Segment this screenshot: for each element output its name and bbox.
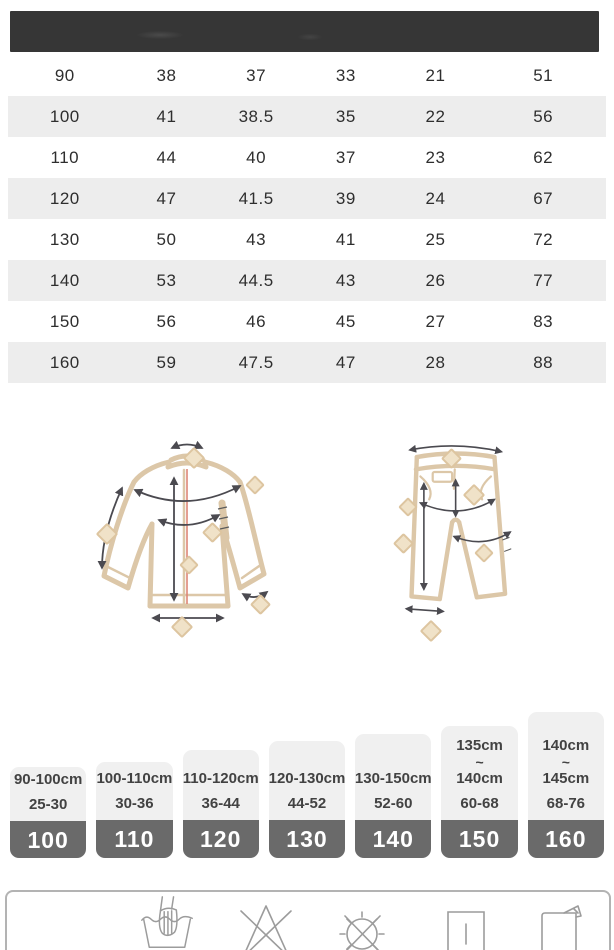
table-cell: 41 [156, 106, 177, 126]
size-card-label: 120 [183, 820, 259, 858]
table-row [8, 260, 606, 301]
table-cell: 140 [49, 270, 80, 290]
table-cell: 47.5 [238, 352, 274, 372]
size-card-text: 100-110cm [96, 770, 173, 787]
table-header-bar [10, 11, 599, 52]
size-card-info [96, 762, 172, 820]
table-row [8, 137, 606, 178]
size-card-text: 44-52 [287, 795, 327, 812]
table-cell: 47 [156, 188, 177, 208]
size-card-text: ~ [475, 754, 484, 770]
table-cell: 51 [533, 65, 554, 85]
table-cell: 24 [425, 188, 446, 208]
do-not-sun-dry-icon [335, 905, 389, 950]
size-card-text: 120-130cm [268, 770, 346, 787]
size-card-label: 130 [269, 820, 345, 858]
table-cell: 110 [50, 147, 80, 167]
table-cell: 45 [335, 311, 356, 331]
table-cell: 35 [335, 106, 356, 126]
size-card-text: 30-36 [115, 795, 154, 812]
table-cell: 37 [335, 147, 356, 167]
table-row [8, 96, 606, 137]
do-not-bleach-icon [238, 901, 294, 950]
size-card-text: 90-100cm [13, 771, 83, 788]
table-row [8, 219, 606, 260]
size-card [183, 750, 259, 858]
size-card [528, 712, 604, 858]
table-row [8, 301, 606, 342]
size-card-text: 36-44 [201, 795, 240, 812]
drip-dry-icon [446, 910, 486, 950]
size-card-text: 130-150cm [355, 770, 432, 787]
table-cell: 25 [425, 229, 446, 249]
table-cell: 41.5 [238, 188, 274, 208]
table-cell: 46 [246, 311, 267, 331]
care-instructions-box [5, 890, 611, 950]
table-cell: 44 [156, 147, 177, 167]
size-card-label: 150 [441, 820, 517, 858]
size-card-text: 25-30 [28, 796, 68, 813]
table-cell: 39 [335, 188, 356, 208]
size-card-info [528, 712, 604, 820]
size-card [96, 762, 172, 858]
table-cell: 44.5 [238, 270, 274, 290]
table-cell: 41 [335, 229, 356, 249]
size-table [8, 55, 606, 383]
table-cell: 130 [49, 229, 80, 249]
table-cell: 27 [425, 311, 446, 331]
table-cell: 23 [425, 147, 446, 167]
table-cell: 47 [335, 352, 356, 372]
table-cell: 59 [156, 352, 177, 372]
table-cell: 56 [156, 311, 177, 331]
size-card [441, 726, 517, 858]
size-card-text: 52-60 [374, 795, 413, 812]
size-card-label: 110 [96, 820, 172, 858]
table-cell: 77 [533, 270, 554, 290]
size-card-text: 135cm [456, 737, 503, 754]
table-cell: 62 [533, 147, 554, 167]
table-cell: 150 [49, 311, 80, 331]
table-row [8, 342, 606, 383]
size-card-info [183, 750, 259, 820]
table-cell: 21 [425, 65, 446, 85]
table-cell: 28 [425, 352, 446, 372]
size-card [355, 734, 431, 858]
table-cell: 67 [533, 188, 554, 208]
table-cell: 38.5 [238, 106, 274, 126]
size-card-info [269, 741, 345, 820]
size-card-text: 145cm [542, 770, 590, 787]
size-card-text: 140cm [456, 770, 503, 787]
table-cell: 53 [156, 270, 177, 290]
table-cell: 38 [156, 65, 177, 85]
table-cell: 43 [246, 229, 267, 249]
table-cell: 26 [425, 270, 446, 290]
table-cell: 37 [246, 65, 267, 85]
table-cell: 40 [246, 147, 267, 167]
size-card [10, 767, 86, 858]
table-row [8, 178, 606, 219]
size-card-info [10, 767, 86, 821]
table-row [8, 55, 606, 96]
table-cell: 50 [156, 229, 177, 249]
table-cell: 88 [533, 352, 554, 372]
table-cell: 56 [533, 106, 554, 126]
size-card-label: 100 [10, 821, 86, 858]
table-cell: 120 [49, 188, 80, 208]
size-card-info [441, 726, 517, 820]
size-card [269, 741, 345, 858]
table-cell: 160 [49, 352, 80, 372]
size-card-text: 140cm [542, 737, 590, 754]
size-card-text: 68-76 [546, 795, 586, 812]
table-cell: 33 [335, 65, 356, 85]
size-card-text: 110-120cm [182, 770, 259, 787]
table-cell: 83 [533, 311, 554, 331]
size-card-text: 60-68 [460, 795, 499, 812]
size-cards [10, 712, 604, 858]
size-card-label: 140 [355, 820, 431, 858]
table-cell: 90 [54, 65, 75, 85]
hand-wash-icon [139, 894, 195, 950]
table-cell: 22 [425, 106, 446, 126]
table-cell: 43 [335, 270, 356, 290]
table-cell: 100 [49, 106, 80, 126]
table-cell: 72 [533, 229, 554, 249]
size-card-label: 160 [528, 820, 604, 858]
size-card-text: ~ [561, 754, 570, 770]
size-card-info [355, 734, 431, 820]
garment-diagrams [0, 420, 614, 680]
hang-dry-icon [538, 903, 584, 950]
